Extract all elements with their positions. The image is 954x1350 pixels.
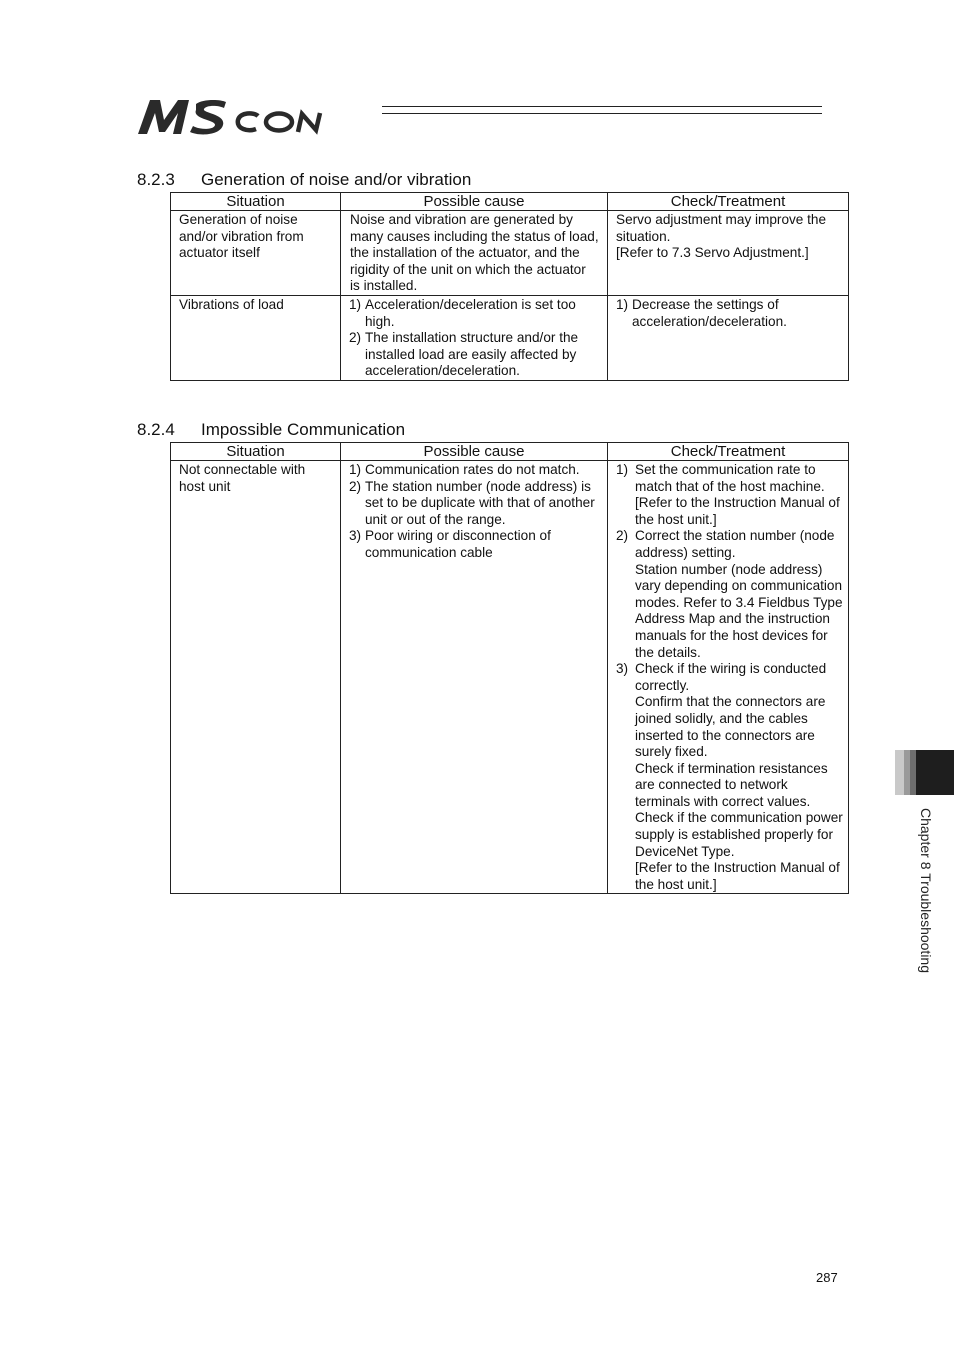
logo-small-letters bbox=[238, 113, 320, 132]
mscon-logo bbox=[136, 96, 372, 138]
treatment-cell bbox=[608, 295, 849, 380]
list-item: 1) Communication rates do not match. bbox=[349, 462, 580, 477]
table-row bbox=[171, 461, 849, 894]
column-header-treatment: Check/Treatment bbox=[608, 193, 849, 211]
section-title: Impossible Communication bbox=[201, 420, 406, 439]
list-item: 2) The station number (node address) is set to be duplicate with that of another unit or out of the range. bbox=[349, 478, 595, 527]
table-noise-vibration bbox=[170, 192, 849, 381]
logo-letters bbox=[138, 100, 226, 134]
section-number: 8.2.3 bbox=[137, 170, 175, 189]
table-header-row bbox=[171, 443, 849, 461]
list-item: 3) Check if the wiring is conducted correctly. Confirm that the connectors are joined solidly, and the cables inserted to the connectors are surely fixed. Check if termination resistances are connected to network terminals with correct values. Check if the communication power supply is established properly for DeviceNet Type. [Refer to the Instruction Manual of the host unit.] bbox=[616, 661, 843, 892]
cause-cell bbox=[341, 461, 608, 894]
list-item: 2) The installation structure and/or the installed load are easily affected by acceleration/deceleration. bbox=[349, 330, 579, 379]
header-rule-bottom bbox=[382, 113, 822, 114]
table-row bbox=[171, 211, 849, 296]
list-item: 1) Decrease the settings of acceleration/deceleration. bbox=[616, 296, 787, 329]
column-header-situation: Situation bbox=[171, 193, 341, 211]
situation-cell: Generation of noise and/or vibration from actuator itself bbox=[171, 211, 341, 296]
page-number: 287 bbox=[816, 1270, 838, 1285]
header-rule-top bbox=[382, 106, 822, 107]
section-title: Generation of noise and/or vibration bbox=[201, 170, 472, 189]
tab-stripe bbox=[895, 750, 904, 795]
column-header-treatment: Check/Treatment bbox=[608, 443, 849, 461]
section-number: 8.2.4 bbox=[137, 420, 175, 439]
cause-cell bbox=[341, 295, 608, 380]
situation-cell: Vibrations of load bbox=[171, 295, 341, 380]
column-header-cause: Possible cause bbox=[341, 193, 608, 211]
treatment-cell: Servo adjustment may improve the situation. [Refer to 7.3 Servo Adjustment.] bbox=[608, 211, 849, 296]
situation-cell: Not connectable with host unit bbox=[171, 461, 341, 894]
cause-cell: Noise and vibration are generated by many causes including the status of load, the installation of the actuator, and the rigidity of the unit on which the actuator is installed. bbox=[341, 211, 608, 296]
list-item: 3) Poor wiring or disconnection of communication cable bbox=[349, 528, 551, 560]
tab-stripe bbox=[916, 750, 954, 795]
column-header-situation: Situation bbox=[171, 443, 341, 461]
chapter-side-label: Chapter 8 Troubleshooting bbox=[918, 808, 934, 973]
list-item: 1) Acceleration/deceleration is set too high. bbox=[349, 296, 576, 329]
column-header-cause: Possible cause bbox=[341, 443, 608, 461]
table-impossible-communication bbox=[170, 442, 849, 894]
table-row bbox=[171, 295, 849, 380]
list-item: 1) Set the communication rate to match that of the host machine. [Refer to the Instruction Manual of the host unit.] bbox=[616, 462, 840, 527]
section-heading-824 bbox=[137, 420, 405, 440]
table-header-row bbox=[171, 193, 849, 211]
treatment-cell bbox=[608, 461, 849, 894]
section-heading-823 bbox=[137, 170, 471, 190]
list-item: 2) Correct the station number (node address) setting. Station number (node address) vary depending on communication modes. Refer to 3.4 Fieldbus Type Address Map and the instruction manuals for the host devices for the details. bbox=[616, 528, 843, 660]
